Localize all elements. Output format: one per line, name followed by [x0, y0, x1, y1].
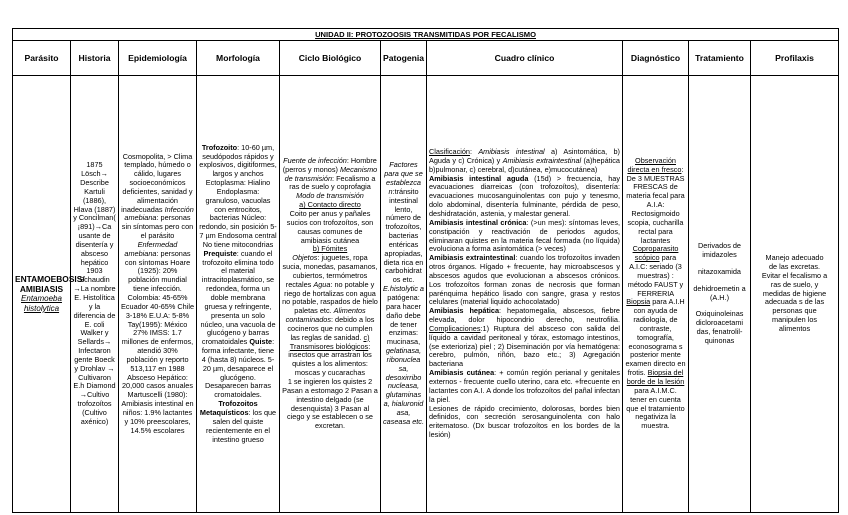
ciclo-alim-label: Alimentos contaminados — [285, 306, 366, 325]
header-ciclo: Ciclo Biológico — [280, 41, 381, 76]
ciclo-agua-label: Agua — [313, 279, 331, 289]
title-row — [13, 29, 839, 41]
morf-prequiste: : cuando el trofozoito elimina todo el material intracitoplasmático, se redondea, forma un doble membrana gruesa y refringente, presenta un solo núcleo, una vacuola de glucógeno y barras cromatoidales — [200, 248, 276, 347]
pato-text-3: E.histolytic a — [383, 284, 424, 294]
cuadro-compl: :1) Ruptura del absceso con salida del líquido a cavidad peritoneal y tórax, estomago intestinos, (se exterioriza) piel ; 2) Diseminación por vía hematógena: cerebro, pulmón, riñón, bazo etc.; 3) Agregación bacteriana — [429, 323, 620, 369]
cell-patogenia — [381, 76, 427, 513]
cell-ciclo — [280, 76, 381, 513]
ciclo-mecanismo: : Fecalismo a ras de suelo y coprofagia — [289, 173, 376, 192]
ciclo-steps: 1 se ingieren los quistes 2 Pasan a estomago 2 Pasan a intestino delgado (se desenquista) 3 Pasan al ciego y se establecen o se excretan. — [282, 377, 378, 431]
cuadro-aguda: (15d) > frecuencia, hay evacuaciones diarreicas (con trofozoítos), disentería: evacuaciones mucosanguinolentas con pujo y tenesmo, dolo abdominal, disentería fulminante, pérdida de peso, deshidratación, astenia, y malestar general. — [429, 173, 620, 218]
header-tratamiento: Tratamiento — [689, 41, 751, 76]
morf-trofozoito: : 10-60 µm, seudópodos rápidos y explosivos, digitiformes, largos y anchos Ectoplasma: Hialino Endoplasma: granuloso, vacuolas con entrocitos, bacterias Núcleo: redondo, sin posición 5-7 µm Endosoma central No tiene mitocondrias — [199, 142, 277, 249]
cell-epidemiologia — [119, 76, 197, 513]
ciclo-modo-label: Modo de transmisión — [296, 191, 364, 201]
header-row — [13, 41, 839, 76]
diag-obs: : De 3 MUESTRAS FRESCAS de materia fecal para A.I.A: Rectosigmoido scopia, cucharilla rectal para lactantes — [626, 164, 685, 245]
trat-3: dehidroemetin a (A.H.) — [693, 283, 746, 302]
pato-text-1: Factores para que se establezca n — [384, 160, 423, 196]
ciclo-fuente-label: Fuente de infección — [283, 155, 347, 165]
table-row — [13, 76, 839, 513]
cuadro-hepatica-label: Amibiasis hepática — [429, 306, 500, 316]
ciclo-c: : insectos que arrastran los quistes a los alimentos: moscas y cucarachas — [288, 341, 372, 378]
morf-prequiste-label: Prequiste — [203, 248, 237, 258]
ciclo-agua: : no potable y riego de hortalizas con agua no potable, raspados de hielo paletas etc. — [282, 279, 378, 316]
parasite-name: ENTAMOEBOSIS/ AMIBIASIS — [15, 274, 85, 294]
cuadro-clas1: a) Asintomática, b) Aguda y c) Crónica) y — [429, 147, 620, 165]
diag-copro: para A.I.C: seriado (3 muestras) : método FAUST y FERRERIA — [627, 253, 684, 298]
ciclo-c-label: c) Transmisores biológicos — [289, 332, 370, 351]
header-patogenia: Patogenia — [381, 41, 427, 76]
diag-biopsia2: para A.I.M.C. tener en cuenta que el tratamiento negativiza la muestra. — [626, 385, 685, 431]
cell-historia: 1875 Lösch→ Describe Kartuli (1886), Hlava (1887) y Concilman( ¡891)→Ca usante de disentería y absceso hepático 1903 Schaudin →La nombre E. Histolítica y la diferencia de E. coli Walker y Sellards→ Infectaron gente Boeck y Drohlav → Cultivaron E.h Diamond →Cultivo trofozoítos (Cultivo axénico) — [71, 76, 119, 513]
header-morfologia: Morfología — [197, 41, 280, 76]
ciclo-fuente: : Hombre (perros y monos) — [282, 155, 377, 174]
diag-biopsia2-label: Biopsia del borde de la lesión — [626, 368, 685, 387]
epi-italic-1: Infección amebiana — [124, 204, 194, 223]
epi-text-1: Cosmopolita, > Clima templado, húmedo o cálido, lugares socioeconómicos deficientes, sanidad y alimentación inadecuadas — [121, 151, 193, 214]
morf-quiste: : forma infectante, tiene 4 (hasta 8) núcleos. 5-20 µm, desaparece el glucógeno. Desaparecen barras cromatoidales. — [201, 337, 275, 400]
ciclo-b-obj: Objetos — [292, 253, 318, 263]
cuadro-cronica: : (>un mes): síntomas leves, constipación y reactivación de periodos agudos, eliminaran quistes en la materia fecal formada (no líquida) evoluciona a forma asintomática (> veces) — [429, 217, 620, 254]
ciclo-a: Coito per anus y pañales sucios con trofozoítos, son causas comunes de amibiasis cutánea — [286, 208, 374, 245]
cuadro-clas2: (a)hepática b)pulmonar, c) cerebral, d)cutánea, e)mucocutánea) — [429, 155, 620, 174]
cell-morfologia — [197, 76, 280, 513]
header-parasito: Parásito — [13, 41, 71, 76]
ciclo-alim: : debido a los cocineros que no cumplen las reglas de sanidad. — [287, 315, 375, 342]
cuadro-cronica-label: Amibiasis intestinal crónica — [429, 217, 527, 227]
ciclo-b-label: b) Fómites — [312, 244, 348, 254]
cell-diagnostico — [623, 76, 689, 513]
trat-4: Oxiquinoleinas dicloroacetami das, fenatrolil- quinonas — [695, 309, 744, 345]
cuadro-cutanea: : + común región perianal y genitales externos - frecuente cuello uterino, cara etc. +frecuente en lactantes con A.I. A donde los trofozoítos del pañal infectan la piel. — [429, 368, 620, 404]
morf-trofozoito-label: Trofozoito — [201, 142, 238, 152]
header-epidemiologia: Epidemiología — [119, 41, 197, 76]
parasite-scientific-name: Entamoeba histolytica — [21, 294, 62, 313]
cuadro-cutanea-label: Amibiasis cutánea — [429, 368, 495, 378]
ciclo-b: : juguetes, ropa sucia, monedas, pasamanos, cubiertos, termómetros rectales — [282, 253, 378, 289]
document-page — [12, 28, 838, 510]
cuadro-extra: : cuando los trofozoítos invaden otros órganos. Hígado + frecuente, hay microabscesos y abscesos agudos que evolucionan a abscesos crónicos. Los trofozoítos forman zonas de necrosis que forman parénquima hepático lisado con sangre, grasa y restos celulares (material liquido achocolatado) — [429, 253, 620, 307]
table-title: UNIDAD II: PROTOZOOSIS TRANSMITIDAS POR FECALISMO — [13, 29, 839, 41]
cell-cuadro: Clasificación: Amibiasis intestinal a) Asintomática, b) Aguda y c) Crónica) y Amibiasis extraintestinal (a)hepática b)pulmonar, c) cerebral, d)cutánea, e)mucocutánea) Amibiasis intestinal aguda (15d) > frecuencia, hay evacuaciones diarreicas (con trofozoítos), disentería: evacuaciones mucosanguinolentas con pujo y tenesmo, dolo abdominal, disentería fulminante, pérdida de peso, deshidratación, astenia, y malestar general. Amibiasis intestinal crónica: (>un mes): síntomas leves, constipación y reactivación de periodos agudos, eliminaran quistes en la materia fecal formada (no líquida) evoluciona a forma asintomática (> veces) Amibiasis extraintestinal: cuando los trofozoítos invaden otros órganos. Hígado + frecuente, hay microabscesos y abscesos agudos que evolucionan a abscesos crónicos. Los trofozoítos forman zonas de necrosis que forman parénquima hepático lisado con sangre, grasa y restos celulares (material liquido achocolatado) Amibiasis hepática: hepatomegalia, abscesos, fiebre elevada, dolor hipocondrio derecho, neutrofilia. Complicaciones:1) Ruptura del absceso con salida del líquido a cavidad peritoneal y tórax, estomago intestinos, (se exterioriza) piel ; 2) Diseminación por vía hematógena: cerebro, pulmón, riñón, bazo etc.; 3) Agregación bacteriana Amibiasis cutánea: + común región perianal y genitales externos - frecuente cuello uterino, cara etc. +frecuente en lactantes con A.I. A donde los trofozoítos del pañal infectan la piel. Lesiones de rápido crecimiento, dolorosas, bordes bien definidos, con secreción serosanguinolenta con halo eritematoso. (Dx buscar trofozoítos en los bordes de la lesión) — [427, 76, 623, 513]
morf-meta-label: Trofozoitos Metaquísticos — [199, 399, 258, 417]
cell-tratamiento — [689, 76, 751, 513]
cuadro-aguda-label: Amibiasis intestinal aguda — [429, 173, 529, 183]
trat-1: Derivados de imidazoles — [698, 241, 741, 260]
header-historia: Historia — [71, 41, 119, 76]
epi-text-4: Hoare (1925): 20% población mundial tiene infección. Colombia: 45-65% Ecuador 40-65% Chile 3-18% E.U.A: 5-8% Tay(1995): México 27% IMSS: 1.7 millones de enfermos, atendió 30% población y reporto 513,117 en 1988 Absceso Hepático: 20,000 casos anuales Martuscelli (1980): Amibiasis intestinal en niños: 1.9% lactantes y 10% preescolares, 14.5% escolares — [121, 257, 195, 435]
morf-quiste-label: Quiste — [249, 337, 273, 347]
ciclo-a-label: a) Contacto directo — [299, 200, 361, 210]
pato-text-5: gelatinasa, ribonuclea sa, desoxirribo nucleasa, glutaminas a, hialuronid asa, caseasa etc. — [383, 346, 424, 426]
cuadro-compl-label: Complicaciones — [429, 323, 481, 333]
pato-text-2: :tránsito intestinal lento, número de trofozoítos, bacterias entéricas apropiadas, dieta rica en carbohidrat os etc. — [383, 186, 424, 285]
cuadro-hepatica: : hepatomegalia, abscesos, fiebre elevada, dolor hipocondrio derecho, neutrofilia. — [429, 306, 620, 325]
diag-obs-label: Observación directa en fresco — [627, 155, 682, 174]
header-profilaxis: Profilaxis — [751, 41, 839, 76]
cell-parasito — [13, 76, 85, 513]
header-diagnostico: Diagnóstico — [623, 41, 689, 76]
cuadro-clas-italic2: Amibiasis extraintestinal — [502, 155, 582, 165]
cuadro-extra-label: Amibiasis extraintestinal — [429, 253, 516, 263]
trat-2: nitazoxamida — [698, 266, 741, 276]
epi-text-3: : personas con síntomas — [124, 248, 191, 267]
pato-text-4: patógena: para hacer daño debe de tener enzimas: mucinasa, — [386, 293, 421, 347]
header-cuadro: Cuadro clínico — [427, 41, 623, 76]
diag-biopsia: para A.I.H con ayuda de radiología, de contraste, tomografía, econosograma s posterior mente examen directo en frotis. — [625, 297, 686, 378]
diag-biopsia-label: Biopsia — [626, 297, 651, 307]
cell-profilaxis: Manejo adecuado de las excretas. Evitar el fecalismo a ras de suelo, y medidas de higiene adecuada s de las personas que manipulen los alimentos — [751, 76, 839, 513]
epi-italic-2: Enfermedad amebiana — [124, 239, 178, 258]
ciclo-mecanismo-label: Mecanismo de transmisión — [284, 164, 378, 183]
diag-copro-label: Coproparasito scópico — [632, 244, 679, 263]
protozoosis-table — [12, 28, 839, 513]
cuadro-clas-label: Clasificación — [429, 147, 470, 157]
cuadro-clas-italic1: Amibiasis intestinal — [478, 147, 545, 157]
epi-text-2: : personas sin síntomas pero con el parásito — [121, 213, 194, 241]
cuadro-lesiones: Lesiones de rápido crecimiento, dolorosas, bordes bien definidos, con secreción serosanguinolenta con halo eritematoso. (Dx buscar trofozoítos en los bordes de la lesión) — [429, 403, 620, 440]
morf-meta: : los que salen del quiste recientemente en el intestino grueso — [205, 407, 277, 444]
